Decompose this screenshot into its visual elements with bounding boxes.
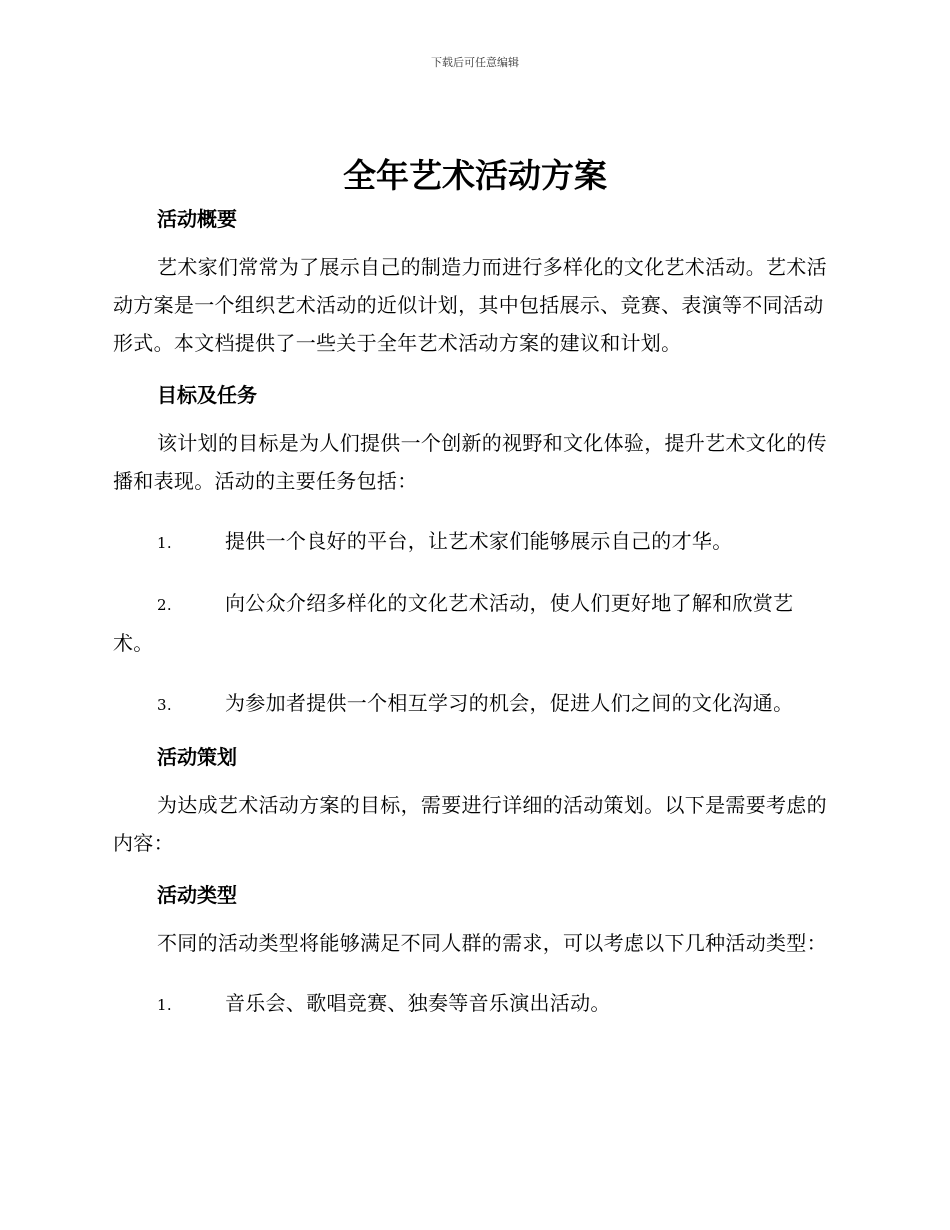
paragraph-planning: 为达成艺术活动方案的目标，需要进行详细的活动策划。以下是需要考虑的内容： <box>113 793 827 855</box>
header-note: 下载后可任意编辑 <box>431 56 519 69</box>
list-number: 2. <box>157 596 172 614</box>
list-number: 1. <box>157 996 172 1014</box>
section-heading-planning: 活动策划 <box>157 745 237 769</box>
list-number: 3. <box>157 696 172 714</box>
paragraph-types: 不同的活动类型将能够满足不同人群的需求，可以考虑以下几种活动类型： <box>157 931 827 955</box>
list-item-text: 提供一个良好的平台，让艺术家们能够展示自己的才华。 <box>225 529 733 553</box>
list-item-text: 为参加者提供一个相互学习的机会，促进人们之间的文化沟通。 <box>225 691 794 715</box>
list-item-text: 音乐会、歌唱竞赛、独奏等音乐演出活动。 <box>225 991 611 1015</box>
paragraph-goals: 该计划的目标是为人们提供一个创新的视野和文化体验，提升艺术文化的传播和表现。活动的主要任务包括： <box>113 431 827 493</box>
document-body <box>113 200 833 1038</box>
paragraph-overview: 艺术家们常常为了展示自己的制造力而进行多样化的文化艺术活动。艺术活动方案是一个组织艺术活动的近似计划，其中包括展示、竞赛、表演等不同活动形式。本文档提供了一些关于全年艺术活动方案的建议和计划。 <box>113 255 827 355</box>
list-item <box>113 576 833 676</box>
section-heading-overview: 活动概要 <box>157 207 237 231</box>
list-item-text: 向公众介绍多样化的文化艺术活动，使人们更好地了解和欣赏艺术。 <box>113 591 794 655</box>
section-heading-types: 活动类型 <box>157 883 237 907</box>
document-title: 全年艺术活动方案 <box>343 156 607 195</box>
list-item <box>113 514 833 576</box>
list-item <box>113 976 833 1038</box>
list-number: 1. <box>157 534 172 552</box>
list-item <box>113 676 833 738</box>
section-heading-goals: 目标及任务 <box>157 383 257 407</box>
